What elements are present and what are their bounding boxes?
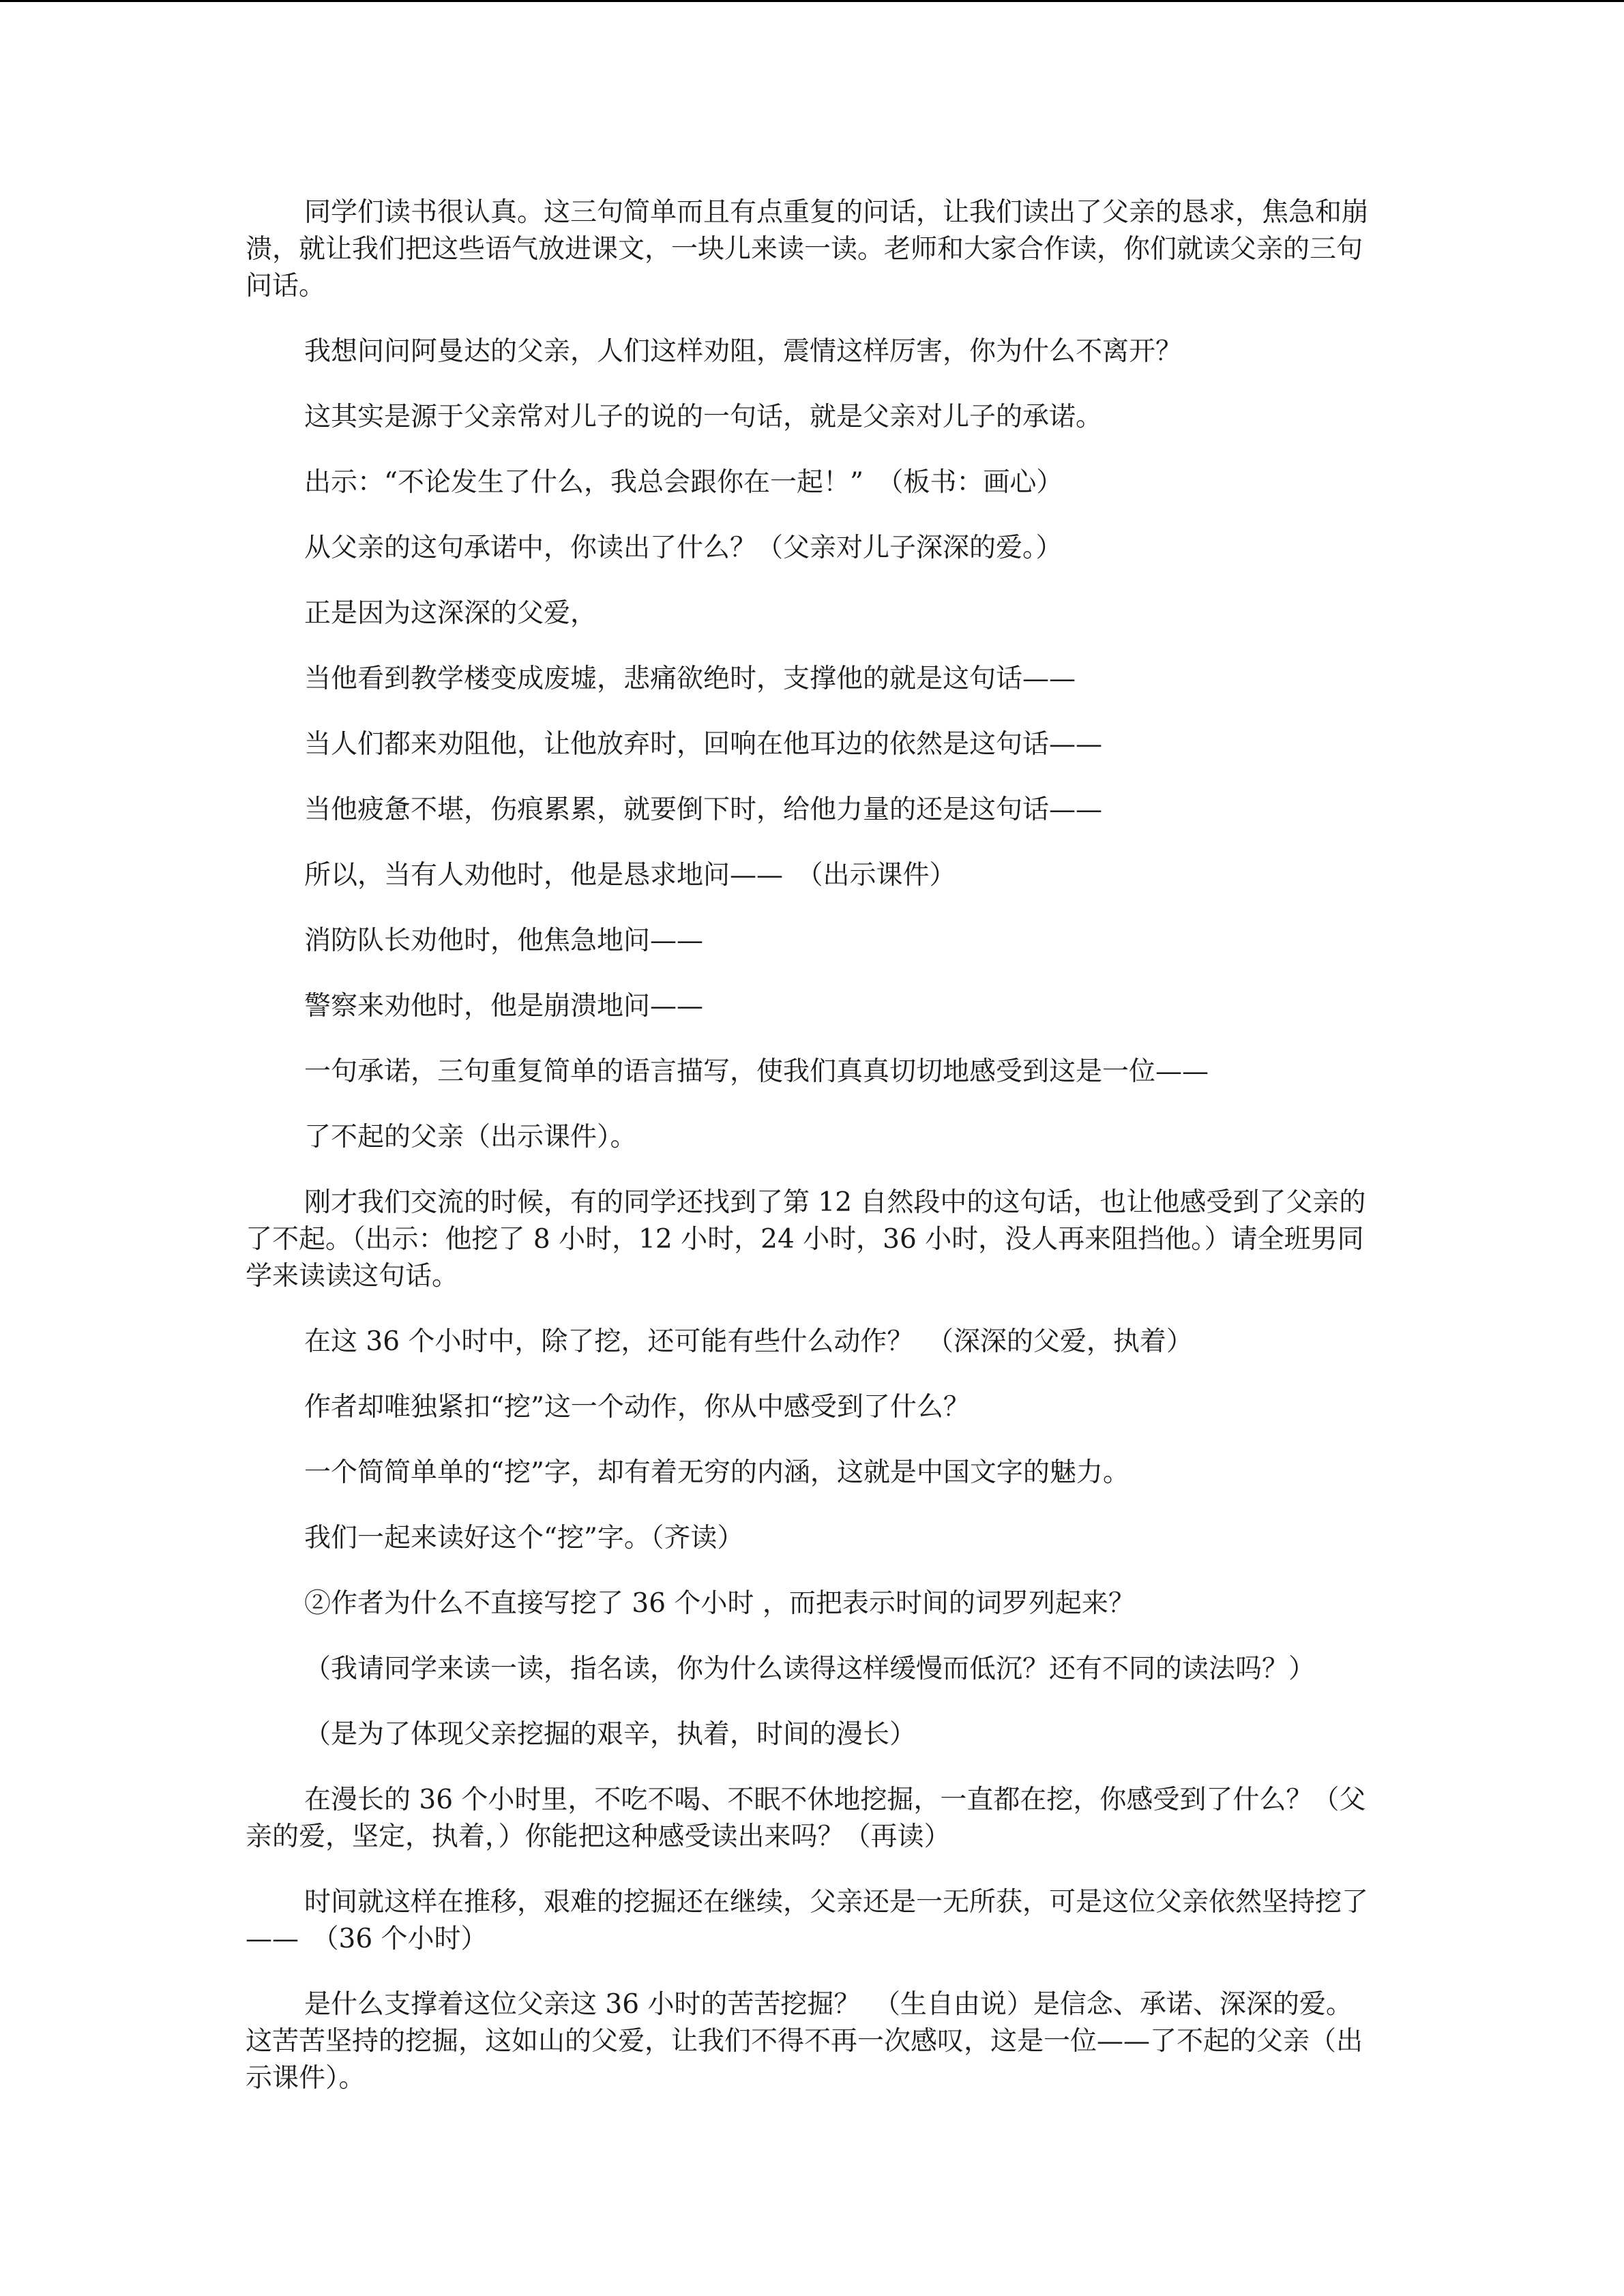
paragraph: 刚才我们交流的时候，有的同学还找到了第 12 自然段中的这句话，也让他感受到了父亲的了不起。（出示：他挖了 8 小时，12 小时，24 小时，36 小时，没人再来阻挡他。）请全班男同学来读读这句话。 <box>246 1187 1366 1292</box>
paragraph: 在漫长的 36 个小时里，不吃不喝、不眠不休地挖掘，一直都在挖，你感受到了什么？（父亲的爱，坚定，执着，）你能把这种感受读出来吗？（再读） <box>246 1785 1366 1852</box>
paragraph: 当人们都来劝阻他，让他放弃时，回响在他耳边的依然是这句话—— <box>304 729 1103 760</box>
paragraph: 正是因为这深深的父爱， <box>304 598 597 629</box>
paragraph: （是为了体现父亲挖掘的艰辛，执着，时间的漫长） <box>304 1719 917 1750</box>
document-body <box>246 194 1378 2097</box>
paragraph: 我们一起来读好这个“挖”字。（齐读） <box>304 1523 744 1553</box>
paragraph: 作者却唯独紧扣“挖”这一个动作，你从中感受到了什么？ <box>304 1392 970 1422</box>
paragraph: 当他看到教学楼变成废墟，悲痛欲绝时，支撑他的就是这句话—— <box>304 664 1076 694</box>
paragraph: 消防队长劝他时，他焦急地问—— <box>304 925 704 956</box>
paragraph: （我请同学来读一读，指名读，你为什么读得这样缓慢而低沉？还有不同的读法吗？） <box>304 1654 1316 1684</box>
paragraph: 了不起的父亲（出示课件）。 <box>304 1122 637 1152</box>
paragraph: 是什么支撑着这位父亲这 36 小时的苦苦挖掘？ （生自由说）是信念、承诺、深深的爱。 这苦苦坚持的挖掘，这如山的父爱，让我们不得不再一次感叹，这是一位——了不起的父亲（出示课件）。 <box>246 1989 1363 2093</box>
paragraph: 一句承诺，三句重复简单的语言描写，使我们真真切切地感受到这是一位—— <box>304 1056 1209 1087</box>
paragraph: 同学们读书很认真。这三句简单而且有点重复的问话，让我们读出了父亲的恳求，焦急和崩溃，就让我们把这些语气放进课文，一块儿来读一读。老师和大家合作读，你们就读父亲的三句问话。 <box>246 197 1369 301</box>
paragraph: ②作者为什么不直接写挖了 36 个小时 ，而把表示时间的词罗列起来？ <box>304 1588 1135 1619</box>
paragraph: 我想问问阿曼达的父亲，人们这样劝阻，震情这样厉害，你为什么不离开？ <box>304 336 1183 367</box>
paragraph: 一个简简单单的“挖”字，却有着无穷的内涵，这就是中国文字的魅力。 <box>304 1457 1130 1488</box>
paragraph: 在这 36 个小时中，除了挖，还可能有些什么动作？ （深深的父爱，执着） <box>304 1326 1193 1357</box>
paragraph: 警察来劝他时，他是崩溃地问—— <box>304 991 704 1022</box>
paragraph: 时间就这样在推移，艰难的挖掘还在继续，父亲还是一无所获，可是这位父亲依然坚持挖了—— （36 个小时） <box>246 1887 1369 1954</box>
paragraph: 从父亲的这句承诺中，你读出了什么？（父亲对儿子深深的爱。） <box>304 533 1063 563</box>
paragraph: 出示：“不论发生了什么，我总会跟你在一起！” （板书：画心） <box>304 467 1063 498</box>
paragraph: 所以，当有人劝他时，他是恳求地问—— （出示课件） <box>304 860 956 891</box>
paragraph: 当他疲惫不堪，伤痕累累，就要倒下时，给他力量的还是这句话—— <box>304 794 1103 825</box>
paragraph: 这其实是源于父亲常对儿子的说的一句话，就是父亲对儿子的承诺。 <box>304 402 1103 432</box>
